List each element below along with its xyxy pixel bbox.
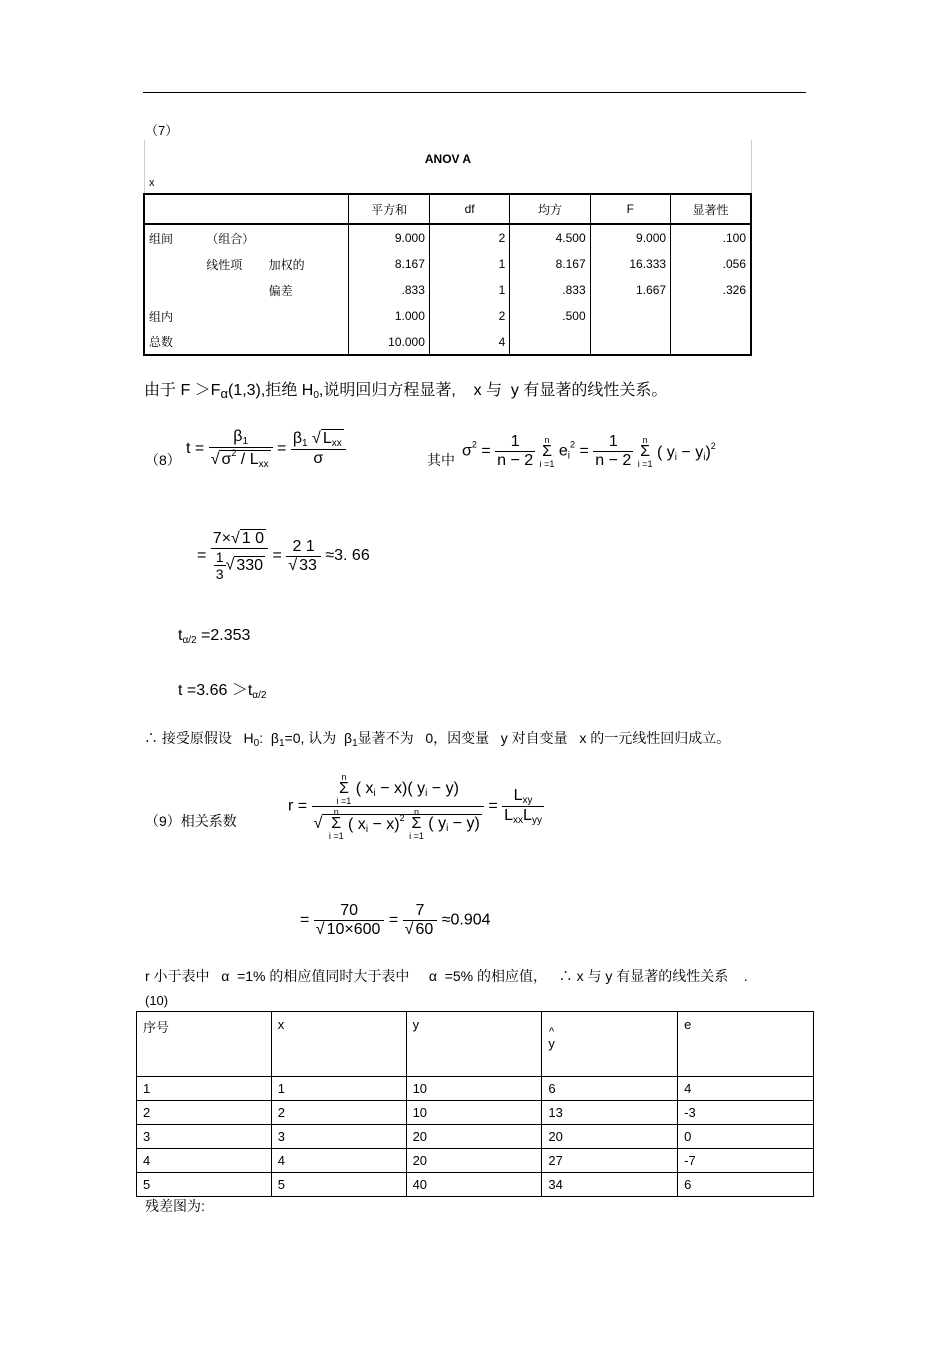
anova-cell-ss: .833 — [349, 277, 429, 303]
cell-x: 1 — [271, 1077, 406, 1101]
cell-yhat: 27 — [542, 1149, 678, 1173]
r-calc-result: ≈0.904 — [441, 911, 491, 929]
anova-cell-sig: .056 — [671, 251, 751, 277]
r-calc-frac — [314, 902, 385, 939]
num-expr: ( x — [355, 779, 374, 797]
r-num — [312, 772, 484, 807]
section9-label: （9）相关系数 — [145, 813, 237, 829]
section10-label: (10) — [145, 993, 169, 1008]
sigma-sup: 2 — [471, 439, 477, 450]
sum-symbol: Σ — [331, 815, 342, 832]
y-open: ( y — [656, 443, 675, 461]
sum-symbol: Σ — [640, 442, 651, 460]
sum-top: n — [333, 807, 339, 817]
l-den — [502, 807, 544, 826]
table-row — [137, 1077, 814, 1101]
l-symbol: L — [322, 430, 332, 447]
cell-x: 5 — [271, 1173, 406, 1197]
anova-row-group: 组间 — [144, 224, 202, 251]
section7-label: （7） — [145, 123, 179, 138]
calc2-den-sqrt: 33 — [299, 556, 317, 574]
decision-text: ∴ 接受原假设 H — [144, 730, 254, 746]
decision-sub: 1 — [278, 738, 285, 749]
sigma-symbol: σ — [462, 442, 472, 460]
r-conclusion: r 小于表中 α =1% 的相应值同时大于表中 α =5% 的相应值， ∴ x 与 y 有显著的线性关系 . — [145, 968, 748, 984]
anova-cell-ms: 4.500 — [510, 224, 590, 251]
anova-header-row — [144, 194, 751, 224]
cell-x: 4 — [271, 1149, 406, 1173]
y-sup: 2 — [710, 440, 716, 451]
sum-operator2 — [638, 435, 653, 469]
t2-fraction — [291, 430, 346, 468]
r-calc-den: √ 10×600 — [315, 921, 381, 938]
anova-cell-ms: 8.167 — [510, 251, 590, 277]
equals: = — [579, 442, 589, 460]
anova-header-ms: 均方 — [510, 194, 590, 224]
header-yhat — [542, 1012, 678, 1077]
calc-frac — [211, 530, 268, 582]
t2-fraction-den: σ — [313, 450, 324, 467]
calc-result: ≈3. 66 — [325, 547, 370, 564]
y-close: ) — [705, 443, 711, 461]
table-row — [137, 1125, 814, 1149]
cell-yhat: 6 — [542, 1077, 678, 1101]
l-sub: xx — [513, 815, 524, 826]
y-term — [656, 440, 716, 463]
anova-header-blank — [144, 194, 349, 224]
cell-e: 4 — [678, 1077, 814, 1101]
t2-fraction-num: $\beta_1$ √ $L_{xx}$ — [291, 430, 346, 450]
anova-cell-ms: .500 — [510, 303, 590, 329]
t-compare-line — [178, 677, 266, 701]
anova-title-frame — [144, 140, 752, 194]
anova-cell-sig: .326 — [671, 277, 751, 303]
r-calc2-den-sqrt: 60 — [415, 921, 434, 938]
anova-header-ss: 平方和 — [349, 194, 429, 224]
r-calc2-frac — [403, 902, 438, 939]
residual-plot-label: 残差图为: — [145, 1198, 205, 1214]
conclusion-text: ,说明回归方程显著, x 与 y 有显著的线性关系。 — [318, 382, 668, 399]
anova-cell-sig — [671, 329, 751, 355]
anova-cell-df: 1 — [429, 277, 509, 303]
cell-yhat: 13 — [542, 1101, 678, 1125]
sum-operator — [337, 772, 352, 806]
sigma-frac2 — [593, 433, 633, 470]
den-tail: / L — [236, 451, 259, 468]
cell-index: 4 — [137, 1149, 272, 1173]
anova-row — [144, 224, 751, 251]
cell-index: 3 — [137, 1125, 272, 1149]
residual-header-row — [137, 1012, 814, 1077]
anova-cell-ms — [510, 329, 590, 355]
sum-bottom: i =1 — [328, 831, 344, 841]
anova-cell-ms: .833 — [510, 277, 590, 303]
compare-text: t =3.66 ＞t — [178, 682, 253, 699]
equals: = — [388, 911, 399, 929]
anova-row-sub2: 加权的 — [265, 251, 349, 277]
table-row — [137, 1149, 814, 1173]
anova-row-sub: （组合） — [206, 231, 255, 246]
anova-row-sub2: 偏差 — [265, 277, 349, 303]
den-sup: 2 — [399, 813, 405, 823]
anova-cell-sig: .100 — [671, 224, 751, 251]
decision-text: =0, 认为 β — [284, 730, 353, 746]
calc-den-frac — [214, 549, 226, 582]
t-fraction — [209, 428, 273, 470]
anova-row-sub — [202, 277, 264, 303]
cell-x: 3 — [271, 1125, 406, 1149]
sum-top: n — [341, 772, 347, 782]
decision-sub: 0 — [253, 738, 260, 749]
cell-e: -7 — [678, 1149, 814, 1173]
den-sub: i — [365, 824, 369, 835]
anova-row-sub2 — [265, 303, 349, 329]
den-expr: − x) — [368, 816, 400, 833]
hat-icon: ^ — [549, 1026, 555, 1038]
header-e: e — [678, 1012, 814, 1077]
r-formula — [288, 772, 544, 841]
cell-e: 6 — [678, 1173, 814, 1197]
e-term: e — [558, 442, 568, 460]
l-fraction — [502, 787, 544, 826]
sigma-symbol: σ — [221, 451, 232, 468]
anova-row-sub — [202, 329, 264, 355]
anova-cell-ss: 1.000 — [349, 303, 429, 329]
anova-row — [144, 329, 751, 355]
section8-label: （8） — [145, 452, 181, 468]
cell-y: 20 — [406, 1149, 542, 1173]
t-alpha-line — [178, 627, 250, 646]
sigma-formula — [462, 433, 716, 470]
anova-row-group — [144, 277, 202, 303]
sum-top: n — [413, 807, 419, 817]
y-sub: i — [674, 451, 677, 463]
anova-row-sub — [202, 303, 264, 329]
anova-header-f: F — [590, 194, 670, 224]
decision-sub: 1 — [352, 738, 358, 749]
t-fraction-num — [209, 428, 273, 448]
frac-num: 1 — [495, 433, 535, 452]
compare-sub: α/2 — [252, 690, 267, 701]
decision-text: 显著不为 0，因变量 y 对自变量 x 的一元线性回归成立。 — [357, 730, 731, 746]
r-calc-den-sqrt: 10×600 — [326, 921, 381, 938]
cell-e: -3 — [678, 1101, 814, 1125]
yhat-text: y — [548, 1036, 555, 1051]
anova-cell-f: 9.000 — [590, 224, 670, 251]
sigma-frac — [495, 433, 535, 470]
den-sub: i — [446, 822, 449, 834]
cell-yhat: 20 — [542, 1125, 678, 1149]
sum-bottom: i =1 — [539, 458, 555, 469]
equals: = — [277, 440, 287, 457]
anova-cell-f — [590, 303, 670, 329]
beta-sub: 1 — [242, 436, 249, 447]
r-calc-num: 70 — [314, 902, 385, 921]
t-formula — [186, 428, 346, 470]
r-calc — [300, 902, 491, 939]
sum-operator — [409, 807, 424, 841]
cell-e: 0 — [678, 1125, 814, 1149]
den-expr: ( y — [428, 814, 447, 832]
anova-row — [144, 303, 751, 329]
anova-cell-f: 16.333 — [590, 251, 670, 277]
conclusion-sub: 0 — [313, 390, 319, 401]
num-expr: − y) — [427, 779, 459, 797]
calc2-frac — [286, 538, 321, 575]
equals: = — [272, 547, 282, 564]
anova-cell-ss: 9.000 — [349, 224, 429, 251]
r-fraction — [312, 772, 484, 841]
anova-cell-ss: 8.167 — [349, 251, 429, 277]
anova-cell-f: 1.667 — [590, 277, 670, 303]
r-lhs: r = — [288, 797, 308, 815]
anova-cell-df: 2 — [429, 224, 509, 251]
frac-den: n − 2 — [595, 452, 632, 469]
anova-row-sub: 线性项 — [206, 257, 243, 272]
frac-den: n − 2 — [497, 452, 534, 469]
calc-den: $\frac{1}{3}$ √ 330 — [215, 549, 264, 582]
conclusion-text: 由于 F ＞F — [144, 382, 221, 399]
beta-symbol: β — [292, 430, 303, 447]
sum-bottom: i =1 — [336, 796, 352, 806]
residual-table — [136, 1011, 814, 1197]
den-sub: xx — [258, 459, 269, 470]
equals: = — [197, 547, 207, 564]
y-minus: − y — [676, 443, 704, 461]
calc2-num: 2 1 — [286, 538, 321, 557]
r-den: √ n Σ i =1 ( $x_i - x)^2$ n Σ i =1 ( $y_i - y$) — [313, 807, 480, 841]
sum-symbol: Σ — [411, 815, 422, 832]
frac-num: 1 — [215, 549, 224, 565]
cell-y: 10 — [406, 1077, 542, 1101]
header-y: y — [406, 1012, 542, 1077]
l-num — [502, 787, 544, 807]
anova-cell-f — [590, 329, 670, 355]
anova-row — [144, 251, 751, 277]
anova-table — [143, 193, 752, 356]
anova-title: ANOV A — [424, 152, 472, 166]
calc-num-sqrt: 1 0 — [241, 530, 265, 547]
t-symbol: t — [178, 627, 183, 644]
beta-sub: 1 — [302, 438, 308, 449]
sum-top: n — [642, 434, 648, 445]
cell-index: 1 — [137, 1077, 272, 1101]
anova-cell-df: 1 — [429, 251, 509, 277]
table-row — [137, 1173, 814, 1197]
sum-bottom: i =1 — [637, 458, 653, 469]
anova-cell-df: 4 — [429, 329, 509, 355]
r-calc2-den: √ 60 — [404, 921, 434, 938]
l-sub: xy — [522, 795, 533, 806]
equals: = — [300, 911, 310, 929]
calc2-den: √ 33 — [288, 556, 317, 574]
cell-index: 5 — [137, 1173, 272, 1197]
num-expr: − x)( y — [375, 779, 426, 797]
r-calc2-num: 7 — [403, 902, 438, 921]
conclusion-text: (1,3),拒绝 H — [227, 382, 314, 399]
l-symbol: L — [504, 807, 514, 824]
t-lhs: t = — [186, 440, 205, 457]
anova-row-sub2 — [265, 329, 349, 355]
t-calc — [197, 530, 370, 582]
t-fraction-den: √ $\sigma^2 / L_{xx}$ — [210, 448, 269, 470]
frac-num: 1 — [593, 433, 633, 452]
top-rule — [143, 92, 806, 93]
decision-text: : β — [259, 730, 279, 746]
calc-den-sqrt: 330 — [236, 556, 264, 574]
num-sub: i — [425, 787, 428, 799]
t-alpha-value: =2.353 — [196, 627, 251, 644]
anova-conclusion — [144, 377, 667, 401]
yhat-sub: i — [703, 451, 706, 463]
e-sub: i — [567, 450, 570, 462]
l-sub: xx — [331, 438, 342, 449]
equals: = — [481, 442, 491, 460]
anova-cell-df: 2 — [429, 303, 509, 329]
calc-num-text: 7× — [212, 530, 232, 547]
anova-row-group — [144, 251, 202, 277]
sum-operator — [540, 435, 555, 469]
den-expr: − y) — [448, 814, 480, 832]
sum-symbol: Σ — [338, 780, 349, 797]
anova-cell-sig — [671, 303, 751, 329]
e-sup: 2 — [569, 439, 575, 450]
frac-den: 3 — [215, 566, 224, 582]
l-symbol: L — [523, 807, 532, 824]
anova-header-sig: 显著性 — [671, 194, 751, 224]
equals: = — [488, 797, 498, 815]
cell-index: 2 — [137, 1101, 272, 1125]
anova-row-group: 总数 — [144, 329, 202, 355]
table-row — [137, 1101, 814, 1125]
cell-x: 2 — [271, 1101, 406, 1125]
anova-cell-ss: 10.000 — [349, 329, 429, 355]
cell-y: 10 — [406, 1101, 542, 1125]
decision-line — [144, 728, 730, 749]
sum-top: n — [544, 434, 550, 445]
l-sub: yy — [531, 815, 542, 826]
header-index: 序号 — [137, 1012, 272, 1077]
anova-row — [144, 277, 751, 303]
calc-num: 7×√ 1 0 — [211, 530, 268, 549]
cell-y: 20 — [406, 1125, 542, 1149]
header-x: x — [271, 1012, 406, 1077]
conclusion-alpha: α — [220, 386, 228, 401]
sum-operator — [329, 807, 344, 841]
anova-row-group: 组内 — [144, 303, 202, 329]
cell-yhat: 34 — [542, 1173, 678, 1197]
anova-header-df: df — [429, 194, 509, 224]
where-label: 其中 — [427, 452, 455, 468]
den-expr: ( x — [348, 816, 366, 833]
num-sub: i — [373, 787, 376, 799]
t-alpha-sub: α/2 — [182, 635, 197, 646]
anova-row-sub2 — [265, 224, 349, 251]
l-symbol: L — [513, 787, 523, 804]
anova-variable: x — [149, 177, 155, 189]
cell-y: 40 — [406, 1173, 542, 1197]
beta-symbol: β — [233, 428, 243, 445]
sum-bottom: i =1 — [409, 831, 424, 841]
sigma-sup: 2 — [231, 448, 237, 458]
sum-symbol: Σ — [542, 442, 552, 460]
